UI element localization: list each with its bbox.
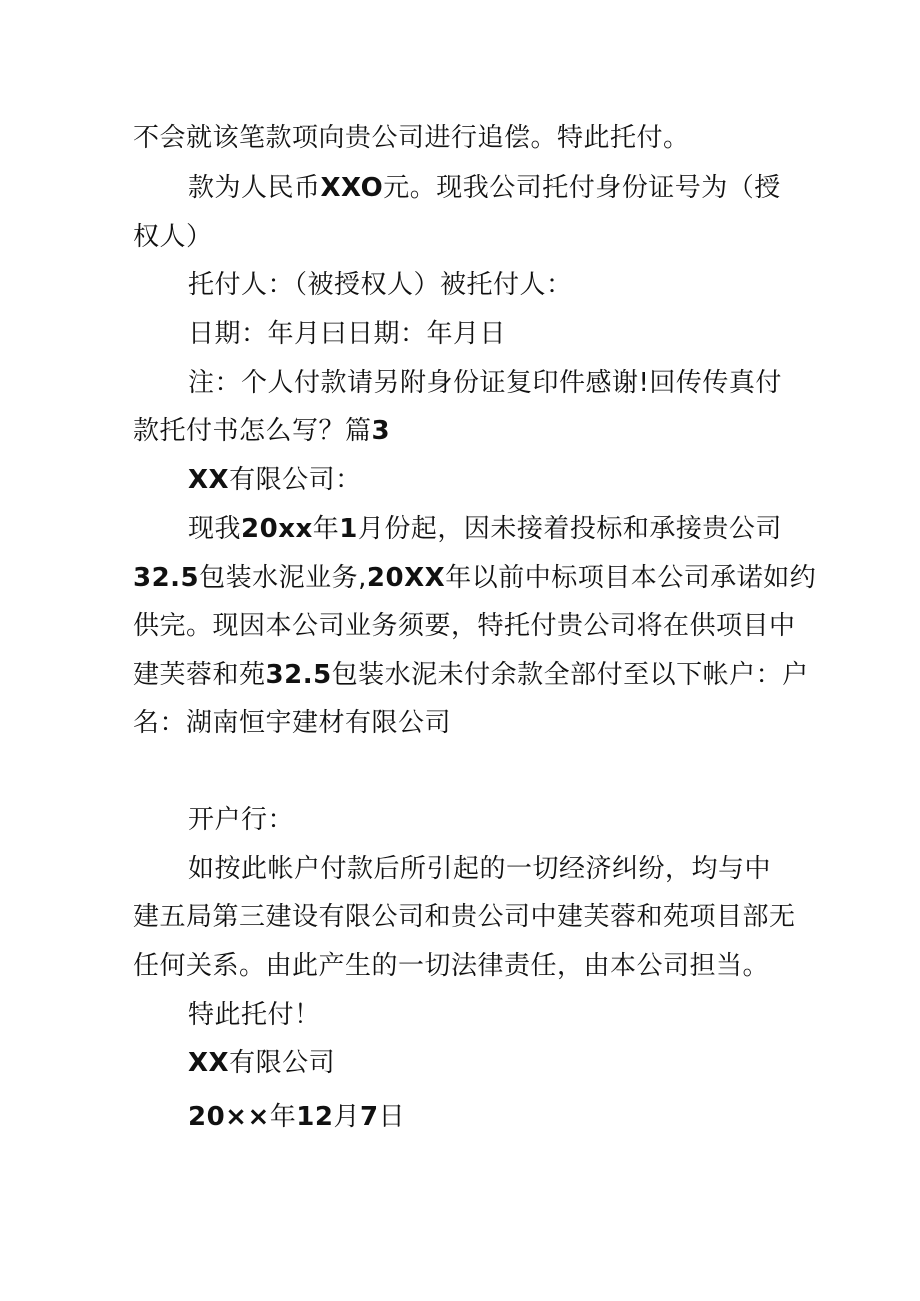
text-line-6 [188, 366, 782, 400]
text-segment: 1 [339, 514, 358, 544]
text-segment: 元。现我公司托付身份证号为（授 [383, 173, 781, 203]
text-segment: 托付人：（被授权人）被托付人： [188, 270, 573, 300]
text-segment: 款托付书怎么写？篇 [133, 416, 372, 446]
text-segment: 年 [269, 1102, 297, 1132]
text-segment: 建芙蓉和苑 [133, 660, 266, 690]
text-segment: 开户行： [188, 805, 295, 835]
text-segment: 7 [359, 1102, 379, 1132]
text-line-10 [133, 561, 816, 595]
text-segment: 如按此帐户付款后所引起的一切经济纠纷，均与中 [188, 854, 772, 884]
text-segment: 月份起，因未接着投标和承接贵公司 [357, 514, 782, 544]
text-segment: XX [188, 465, 230, 495]
text-segment: 注：个人付款请另附身份证复印件感谢!回传传真付 [188, 368, 782, 398]
text-segment: 日 [378, 1102, 406, 1132]
text-line-13 [133, 706, 451, 740]
text-segment: 月 [333, 1102, 360, 1132]
text-segment: 供完。现因本公司业务须要，特托付贵公司将在供项目中 [133, 611, 796, 641]
text-segment: 年以前中标项目本公司承诺如约 [445, 563, 817, 593]
text-segment: 特此托付！ [188, 1000, 321, 1030]
text-line-3 [133, 220, 213, 254]
text-segment: 12 [296, 1102, 334, 1132]
text-segment: 包装水泥未付余款全部付至以下帐户：户 [331, 660, 809, 690]
text-segment: 现我 [188, 514, 242, 544]
text-segment: 建五局第三建设有限公司和贵公司中建芙蓉和苑项目部无 [133, 902, 796, 932]
text-segment: 有限公司： [229, 465, 362, 495]
text-line-9 [188, 512, 782, 546]
text-line-12 [133, 658, 809, 692]
text-segment: 日期：年月曰日期：年月日 [188, 319, 507, 349]
text-segment: 名：湖南恒宇建材有限公司 [133, 708, 452, 738]
text-line-14 [188, 803, 294, 837]
text-line-2 [188, 171, 781, 205]
text-line-7 [133, 414, 390, 448]
text-segment: 不会就该笔款项向贵公司进行追偿。特此托付。 [133, 123, 690, 153]
text-segment: 20XX [366, 563, 446, 593]
text-segment: 款为人民币 [188, 173, 321, 203]
text-segment: XXO [320, 173, 384, 203]
text-line-8 [188, 463, 362, 497]
text-line-4 [188, 268, 573, 302]
text-line-19 [188, 1046, 335, 1080]
text-segment: 有限公司 [229, 1048, 336, 1078]
text-segment: 32.5 [133, 563, 200, 593]
text-line-20 [188, 1100, 405, 1134]
text-line-17 [133, 949, 769, 983]
text-segment: 20×× [188, 1102, 270, 1132]
text-segment: 3 [371, 416, 391, 446]
text-line-18 [188, 998, 321, 1032]
text-segment: 包装水泥业务, [199, 563, 367, 593]
text-segment: 32.5 [265, 660, 332, 690]
text-line-5 [188, 317, 506, 351]
text-segment: XX [188, 1048, 230, 1078]
text-line-15 [188, 852, 771, 886]
text-segment: 20xx [241, 514, 313, 544]
text-segment: 年 [312, 514, 340, 544]
text-segment: 任何关系。由此产生的一切法律责任，由本公司担当。 [133, 951, 770, 981]
text-line-1 [133, 121, 690, 155]
text-line-16 [133, 900, 796, 934]
text-segment: 权人） [133, 222, 213, 252]
text-line-11 [133, 609, 796, 643]
